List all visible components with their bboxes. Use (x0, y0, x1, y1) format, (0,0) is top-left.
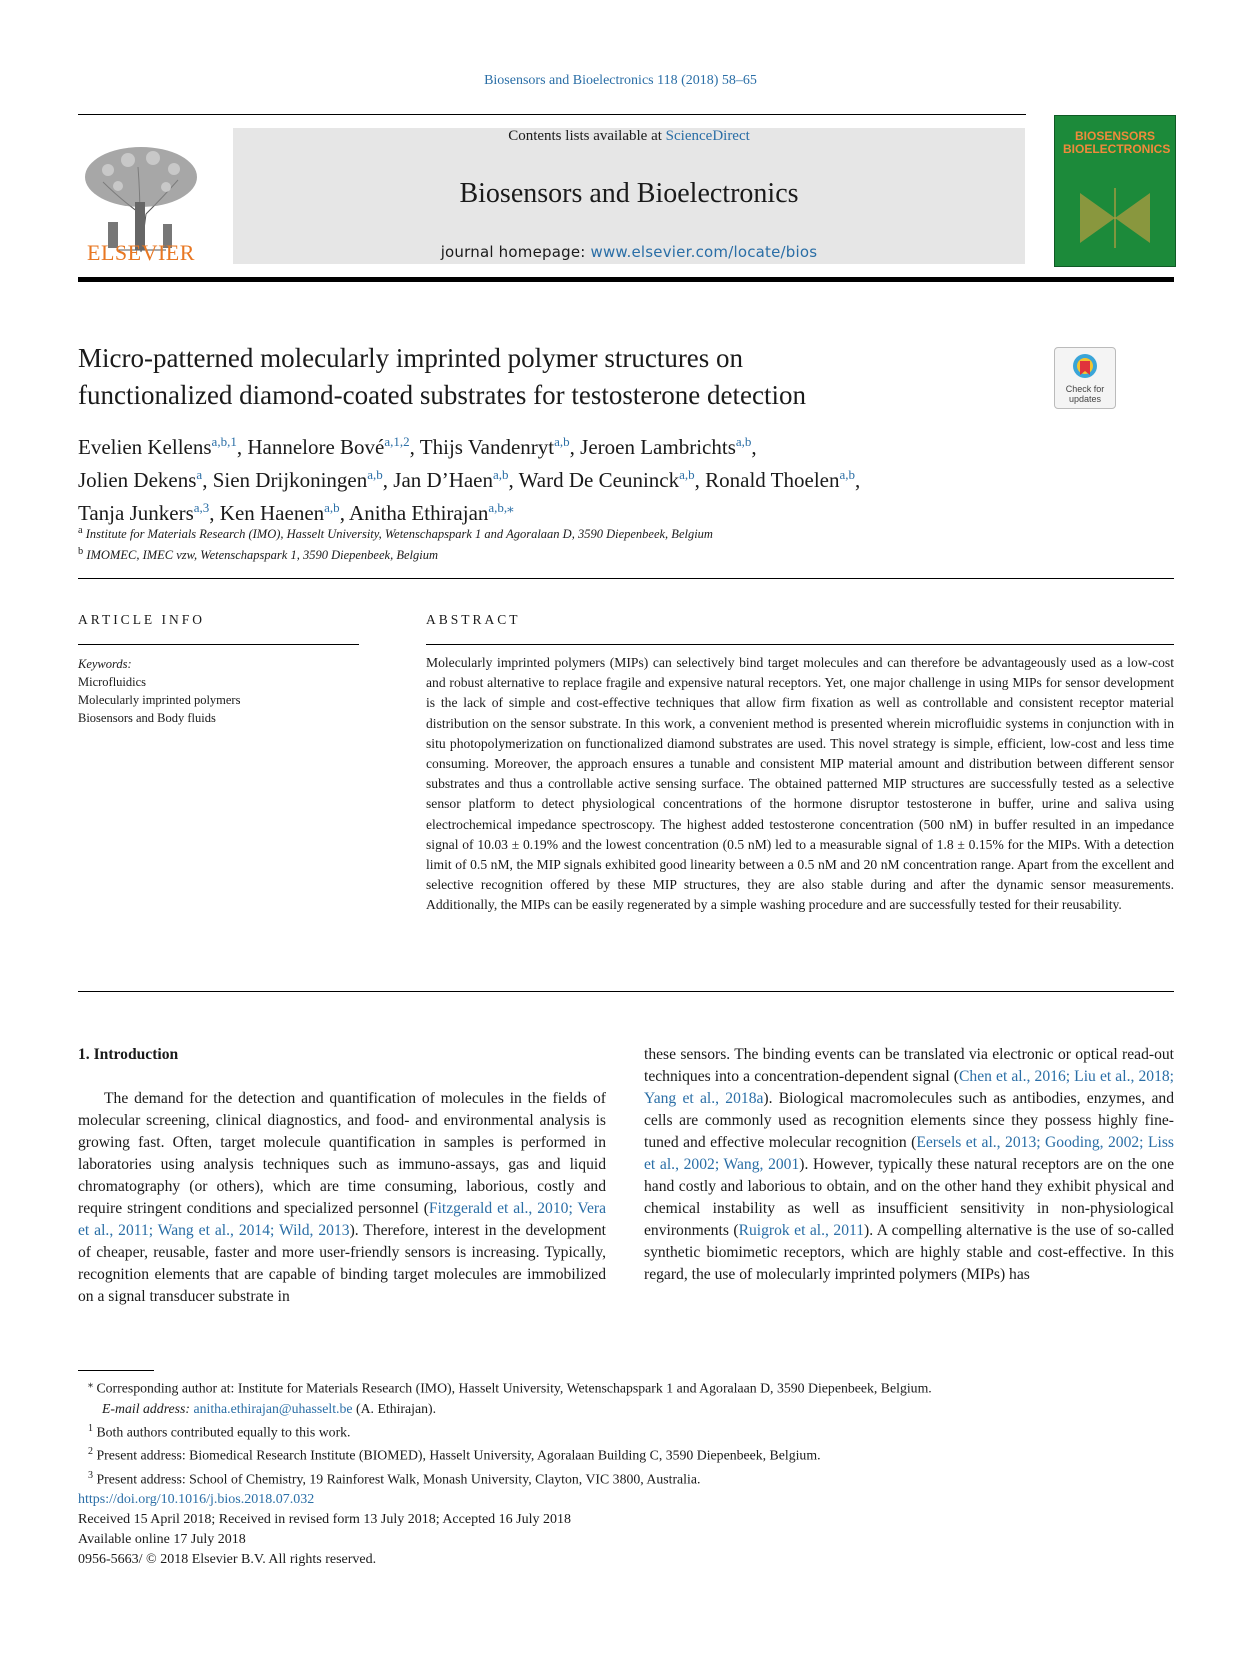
affiliation-mark: b (78, 546, 84, 558)
footnote-1 (78, 1419, 1174, 1443)
footnote-rule (78, 1370, 154, 1371)
author-name[interactable]: Evelien Kellens (78, 435, 212, 459)
journal-name: Biosensors and Bioelectronics (459, 178, 799, 209)
introduction-heading: 1. Introduction (78, 1046, 179, 1063)
author-affiliation-mark[interactable]: a,b (839, 467, 856, 482)
affiliation-text: IMOMEC, IMEC vzw, Wetenschapspark 1, 3590 Diepenbeek, Belgium (86, 548, 438, 563)
author-affiliation-mark[interactable]: a,b,1 (211, 434, 237, 449)
article-title (78, 340, 958, 414)
author-name[interactable]: Hannelore Bové (247, 435, 385, 459)
cover-graphic (1075, 188, 1155, 248)
affiliations (78, 522, 978, 564)
citation-link[interactable]: Fitzgerald et al., 2010; Vera et al., 2011; Wang et al., 2014; Wild, 2013 (78, 1200, 606, 1239)
journal-cover-image[interactable] (1054, 115, 1176, 267)
article-info-heading: ARTICLE INFO (78, 612, 206, 627)
contents-prefix: Contents lists available at (508, 128, 666, 144)
body-column-right (644, 1044, 1174, 1286)
sciencedirect-link[interactable]: ScienceDirect (665, 128, 750, 144)
header-thick-rule (78, 277, 1174, 282)
doi-link[interactable]: https://doi.org/10.1016/j.bios.2018.07.032 (78, 1492, 315, 1507)
body-text: ). Biological macromolecules such as antibodies, enzymes, and cells are commonly used as recognition elements since they possess highly fine-tuned and effective molecular recognition ( (644, 1090, 1174, 1151)
title-line-1: Micro-patterned molecularly imprinted polymer structures on (78, 343, 744, 373)
footnote-text: Present address: Biomedical Research Institute (BIOMED), Hasselt University, Agoralaan Building C, 3590 Diepenbeek, Belgium. (96, 1447, 821, 1463)
keyword-item[interactable]: Biosensors and Body fluids (78, 711, 216, 725)
author-affiliation-mark[interactable]: a,b (554, 434, 570, 449)
author-name[interactable]: Tanja Junkers (78, 501, 194, 525)
author-name[interactable]: Jan D’Haen (393, 468, 494, 492)
body-text: ). Therefore, interest in the development of cheaper, reusable, faster and more user-friendly sensors is increasing. Typically, recognition elements that are capable of binding target molecules are immobilized on a signal transducer substrate in (78, 1222, 606, 1305)
copyright-line: 0956-5663/ © 2018 Elsevier B.V. All rights reserved. (78, 1552, 377, 1567)
author-email-link[interactable]: anitha.ethirajan@uhasselt.be (193, 1400, 353, 1416)
title-block-rule (78, 578, 1174, 579)
author-affiliation-mark[interactable]: a,b (367, 467, 383, 482)
journal-reference[interactable]: Biosensors and Bioelectronics 118 (2018) 58–65 (484, 73, 757, 88)
footnote-mark: 3 (88, 1469, 93, 1481)
author-name[interactable]: Ken Haenen (219, 501, 325, 525)
author-name[interactable]: Jeroen Lambrichts (580, 435, 736, 459)
corresponding-author-note (78, 1375, 1174, 1399)
author-affiliation-mark[interactable]: a,b,⁎ (488, 500, 514, 515)
introduction-paragraph (78, 1088, 606, 1308)
footnote-text: Corresponding author at: Institute for Materials Research (IMO), Hasselt University, Wetenschapspark 1 and Agoralaan D, 3590 Diepenbeek, Belgium. (96, 1380, 932, 1396)
body-text: these sensors. The binding events can be translated via electronic or optical read-out techniques into a concentration-dependent signal ( (644, 1046, 1174, 1085)
body-text: The demand for the detection and quantification of molecules in the fields of molecular screening, clinical diagnostics, and food- and environmental analysis is growing fast. Often, target molecule quantification in samples is performed in laboratories using analysis techniques such as immuno-assays, gas and liquid chromatography (or others), which are time consuming, laborious, costly and require stringent conditions and specialized personnel ( (78, 1090, 606, 1217)
abstract-rule (426, 644, 1174, 645)
affiliation-b (78, 543, 978, 564)
author-list (78, 428, 1078, 527)
author-name[interactable]: Anitha Ethirajan (349, 501, 489, 525)
abstract-text: Molecularly imprinted polymers (MIPs) can selectively bind target molecules and can therefore be advantageously used as a low-cost and robust alternative to replace fragile and expensive natural receptors. Yet, one major challenge in using MIPs for sensor development is the lack of simple and cost-effective techniques that allow firm fixation as well as controllable and consistent receptor material distribution on the sensor substrate. In this work, a convenient method is presented wherein microfluidic systems in conjunction with in situ photopolymerization on functionalized diamond substrates are used. This novel strategy is simple, efficient, low-cost and less time consuming. Moreover, the approach ensures a tunable and consistent MIP material amount and distribution between different sensor substrates and thus a controllable active sensing surface. The obtained patterned MIP structures are successfully tested as a selective sensor platform to detect physiological concentrations of the hormone disruptor testosterone in buffer, urine and saliva using electrochemical impedance spectroscopy. The highest added testosterone concentration (500 nM) in buffer resulted in an impedance signal of 10.03 ± 0.19% and the lowest concentration (0.5 nM) led to a measurable signal of 1.8 ± 0.15% for the MIPs. With a detection limit of 0.5 nM, the MIP signals exhibited good linearity between a 0.5 nM and 20 nM concentration range. Apart from the excellent and selective recognition offered by these MIP structures, they are also stable during and after the dynamic sensor measurements. Additionally, the MIPs can be easily regenerated by a simple washing procedure and are successfully tested for their reusability. (426, 655, 1174, 913)
footnotes (78, 1375, 1174, 1489)
affiliation-a (78, 522, 978, 543)
article-info-rule (78, 644, 359, 645)
journal-homepage-line (233, 243, 1025, 261)
footnote-text: Present address: School of Chemistry, 19 Rainforest Walk, Monash University, Clayton, VIC 3800, Australia. (96, 1471, 701, 1487)
keyword-item[interactable]: Molecularly imprinted polymers (78, 693, 241, 707)
author-name[interactable]: Ward De Ceuninck (518, 468, 680, 492)
body-column-left (78, 1044, 606, 1308)
citation-link[interactable]: Ruigrok et al., 2011 (738, 1222, 865, 1239)
journal-homepage-link[interactable]: www.elsevier.com/locate/bios (590, 243, 818, 261)
cover-title: BIOSENSORS BIOELECTRONICS (1063, 129, 1171, 156)
email-label: E-mail address: (102, 1400, 191, 1416)
elsevier-wordmark: ELSEVIER (87, 240, 195, 265)
email-suffix: (A. Ethirajan). (355, 1400, 437, 1416)
footnote-mark: 1 (88, 1422, 93, 1434)
header-top-rule (78, 114, 1026, 115)
affiliation-mark: a (78, 525, 83, 536)
footnote-3 (78, 1466, 1174, 1490)
keywords-label: Keywords: (78, 657, 132, 671)
publication-info (78, 1490, 978, 1570)
introduction-paragraph-continued (644, 1044, 1174, 1286)
check-updates-icon (1071, 353, 1099, 383)
body-text: ). A compelling alternative is the use of so-called synthetic biomimetic receptors, which are highly stable and cost-effective. In this regard, the use of molecularly imprinted polymers (MIPs) has (644, 1222, 1174, 1283)
email-note (78, 1399, 1174, 1419)
abstract-heading: ABSTRACT (426, 612, 521, 627)
author-line-3: Tanja Junkers$^{a,3}$, Ken Haenen$^{a,b}$, Anitha Ethirajan$^{a,b,⁎}$ (78, 500, 514, 525)
abstract-bottom-rule (78, 991, 1174, 992)
author-line-1: Evelien Kellens$^{a,b,1}$, Hannelore Bové$^{a,1,2}$, Thijs Vandenryt$^{a,b}$, Jeroen Lambrichts$^{a,b}$, (78, 434, 757, 459)
author-affiliation-mark[interactable]: a,b (735, 434, 752, 449)
author-name[interactable]: Sien Drijkoningen (212, 468, 368, 492)
received-dates: Received 15 April 2018; Received in revised form 13 July 2018; Accepted 16 July 2018 (78, 1512, 572, 1527)
footnote-mark: ⁎ (88, 1379, 93, 1390)
keyword-item[interactable]: Microfluidics (78, 675, 147, 689)
available-online-date: Available online 17 July 2018 (78, 1532, 246, 1547)
footnote-mark: 2 (88, 1446, 93, 1458)
check-updates-label: Check for updates (1065, 384, 1105, 404)
affiliation-text: Institute for Materials Research (IMO), Hasselt University, Wetenschapspark 1 and Agoralaan D, 3590 Diepenbeek, Belgium (85, 527, 713, 542)
body-text: ). However, typically these natural receptors are on the one hand costly and laborious to obtain, and on the other hand they exhibit physical and chemical instability as well as insufficient sensitivity in non-physiological environments ( (644, 1156, 1174, 1239)
contents-available-line (233, 128, 1025, 145)
keywords-block (78, 655, 359, 727)
author-name[interactable]: Ronald Thoelen (705, 468, 840, 492)
citation-link[interactable]: Eersels et al., 2013; Gooding, 2002; Liss et al., 2002; Wang, 2001 (644, 1134, 1174, 1173)
author-affiliation-mark[interactable]: a,b (493, 467, 509, 482)
author-affiliation-mark[interactable]: a,b (679, 467, 695, 482)
author-affiliation-mark[interactable]: a (196, 467, 203, 482)
author-affiliation-mark[interactable]: a,1,2 (384, 434, 410, 449)
citation-link[interactable]: Chen et al., 2016; Liu et al., 2018; Yang et al., 2018a (644, 1068, 1174, 1107)
author-name[interactable]: Jolien Dekens (78, 468, 197, 492)
title-line-2: functionalized diamond-coated substrates for testosterone detection (78, 380, 806, 410)
author-affiliation-mark[interactable]: a,3 (193, 500, 210, 515)
author-affiliation-mark[interactable]: a,b (324, 500, 340, 515)
footnote-2 (78, 1442, 1174, 1466)
author-line-2: Jolien Dekens$^a$, Sien Drijkoningen$^{a,b}$, Jan D’Haen$^{a,b}$, Ward De Ceuninck$^{a,b}$, Ronald Thoelen$^{a,b}$, (78, 467, 861, 492)
check-for-updates-badge[interactable] (1054, 347, 1116, 409)
footnote-text: Both authors contributed equally to this work. (96, 1424, 351, 1440)
author-name[interactable]: Thijs Vandenryt (419, 435, 555, 459)
homepage-prefix: journal homepage: (440, 243, 591, 261)
